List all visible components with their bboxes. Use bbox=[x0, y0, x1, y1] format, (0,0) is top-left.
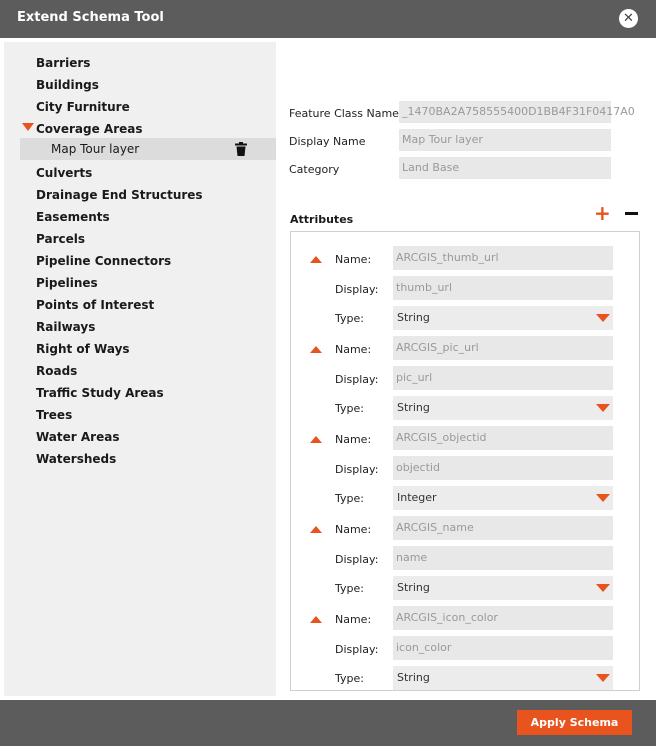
tree-item-drainage-end-structures[interactable]: Drainage End Structures bbox=[36, 188, 203, 202]
tree-item-pipeline-connectors[interactable]: Pipeline Connectors bbox=[36, 254, 172, 268]
attr-name-input[interactable]: ARCGIS_icon_color bbox=[393, 606, 613, 630]
attr-name-label: Name: bbox=[335, 613, 372, 626]
attr-display-input[interactable]: pic_url bbox=[393, 366, 613, 390]
move-up-icon[interactable] bbox=[310, 436, 322, 443]
attr-type-select[interactable]: String bbox=[393, 576, 613, 600]
tree-item-easements[interactable]: Easements bbox=[36, 210, 110, 224]
attr-display-label: Display: bbox=[335, 373, 379, 386]
expand-arrow-icon[interactable] bbox=[22, 123, 34, 131]
tree-item-culverts[interactable]: Culverts bbox=[36, 166, 93, 180]
tree-item-parcels[interactable]: Parcels bbox=[36, 232, 85, 246]
attr-display-label: Display: bbox=[335, 463, 379, 476]
attr-display-input[interactable]: name bbox=[393, 546, 613, 570]
attributes-heading: Attributes bbox=[290, 213, 354, 226]
window-title: Extend Schema Tool bbox=[17, 10, 164, 25]
tree-item-map-tour-layer[interactable] bbox=[20, 138, 276, 160]
apply-schema-button[interactable]: Apply Schema bbox=[517, 710, 632, 735]
category-label: Category bbox=[289, 163, 340, 176]
trash-icon[interactable] bbox=[234, 142, 248, 156]
attributes-list[interactable] bbox=[290, 231, 640, 691]
attr-type-label: Type: bbox=[335, 402, 364, 415]
attr-display-label: Display: bbox=[335, 553, 379, 566]
footer-bar bbox=[0, 700, 656, 746]
tree-child-label: Map Tour layer bbox=[51, 142, 140, 156]
tree-item-right-of-ways[interactable]: Right of Ways bbox=[36, 342, 130, 356]
attr-type-select[interactable]: String bbox=[393, 666, 613, 690]
attr-name-label: Name: bbox=[335, 523, 372, 536]
attr-type-label: Type: bbox=[335, 492, 364, 505]
tree-item-buildings[interactable]: Buildings bbox=[36, 78, 99, 92]
attr-display-label: Display: bbox=[335, 283, 379, 296]
attr-name-input[interactable]: ARCGIS_objectid bbox=[393, 426, 613, 450]
attr-type-select[interactable]: String bbox=[393, 306, 613, 330]
attr-type-label: Type: bbox=[335, 312, 364, 325]
tree-item-barriers[interactable]: Barriers bbox=[36, 56, 91, 70]
tree-item-water-areas[interactable]: Water Areas bbox=[36, 430, 120, 444]
remove-attribute-icon[interactable] bbox=[625, 212, 638, 215]
add-attribute-icon[interactable]: + bbox=[594, 201, 611, 225]
attr-name-label: Name: bbox=[335, 253, 372, 266]
attr-name-label: Name: bbox=[335, 433, 372, 446]
feature-class-input[interactable]: _1470BA2A758555400D1BB4F31F0417A0 bbox=[399, 101, 611, 123]
dropdown-arrow-icon[interactable] bbox=[596, 494, 610, 502]
tree-item-trees[interactable]: Trees bbox=[36, 408, 73, 422]
dropdown-arrow-icon[interactable] bbox=[596, 404, 610, 412]
title-bar bbox=[0, 0, 656, 38]
attr-type-label: Type: bbox=[335, 582, 364, 595]
display-name-label: Display Name bbox=[289, 135, 366, 148]
tree-item-roads[interactable]: Roads bbox=[36, 364, 78, 378]
tree-item-watersheds[interactable]: Watersheds bbox=[36, 452, 117, 466]
attr-display-input[interactable]: objectid bbox=[393, 456, 613, 480]
attr-display-input[interactable]: thumb_url bbox=[393, 276, 613, 300]
dropdown-arrow-icon[interactable] bbox=[596, 674, 610, 682]
tree-item-pipelines[interactable]: Pipelines bbox=[36, 276, 98, 290]
attr-name-input[interactable]: ARCGIS_pic_url bbox=[393, 336, 613, 360]
attr-type-select[interactable]: String bbox=[393, 396, 613, 420]
move-up-icon[interactable] bbox=[310, 616, 322, 623]
dropdown-arrow-icon[interactable] bbox=[596, 584, 610, 592]
tree-item-coverage-areas[interactable]: Coverage Areas bbox=[36, 122, 143, 136]
tree-item-traffic-study-areas[interactable]: Traffic Study Areas bbox=[36, 386, 164, 400]
move-up-icon[interactable] bbox=[310, 346, 322, 353]
feature-class-label: Feature Class Name bbox=[289, 107, 399, 120]
move-up-icon[interactable] bbox=[310, 256, 322, 263]
attr-type-label: Type: bbox=[335, 672, 364, 685]
attr-name-input[interactable]: ARCGIS_thumb_url bbox=[393, 246, 613, 270]
tree-item-city-furniture[interactable]: City Furniture bbox=[36, 100, 130, 114]
close-button[interactable]: ✕ bbox=[619, 9, 638, 28]
attr-name-input[interactable]: ARCGIS_name bbox=[393, 516, 613, 540]
attr-display-label: Display: bbox=[335, 643, 379, 656]
attr-name-label: Name: bbox=[335, 343, 372, 356]
tree-item-railways[interactable]: Railways bbox=[36, 320, 96, 334]
move-up-icon[interactable] bbox=[310, 526, 322, 533]
display-name-input[interactable]: Map Tour layer bbox=[399, 129, 611, 151]
category-input[interactable]: Land Base bbox=[399, 157, 611, 179]
attr-type-select[interactable]: Integer bbox=[393, 486, 613, 510]
attr-display-input[interactable]: icon_color bbox=[393, 636, 613, 660]
tree-item-points-of-interest[interactable]: Points of Interest bbox=[36, 298, 155, 312]
dropdown-arrow-icon[interactable] bbox=[596, 314, 610, 322]
layer-tree bbox=[4, 42, 276, 696]
